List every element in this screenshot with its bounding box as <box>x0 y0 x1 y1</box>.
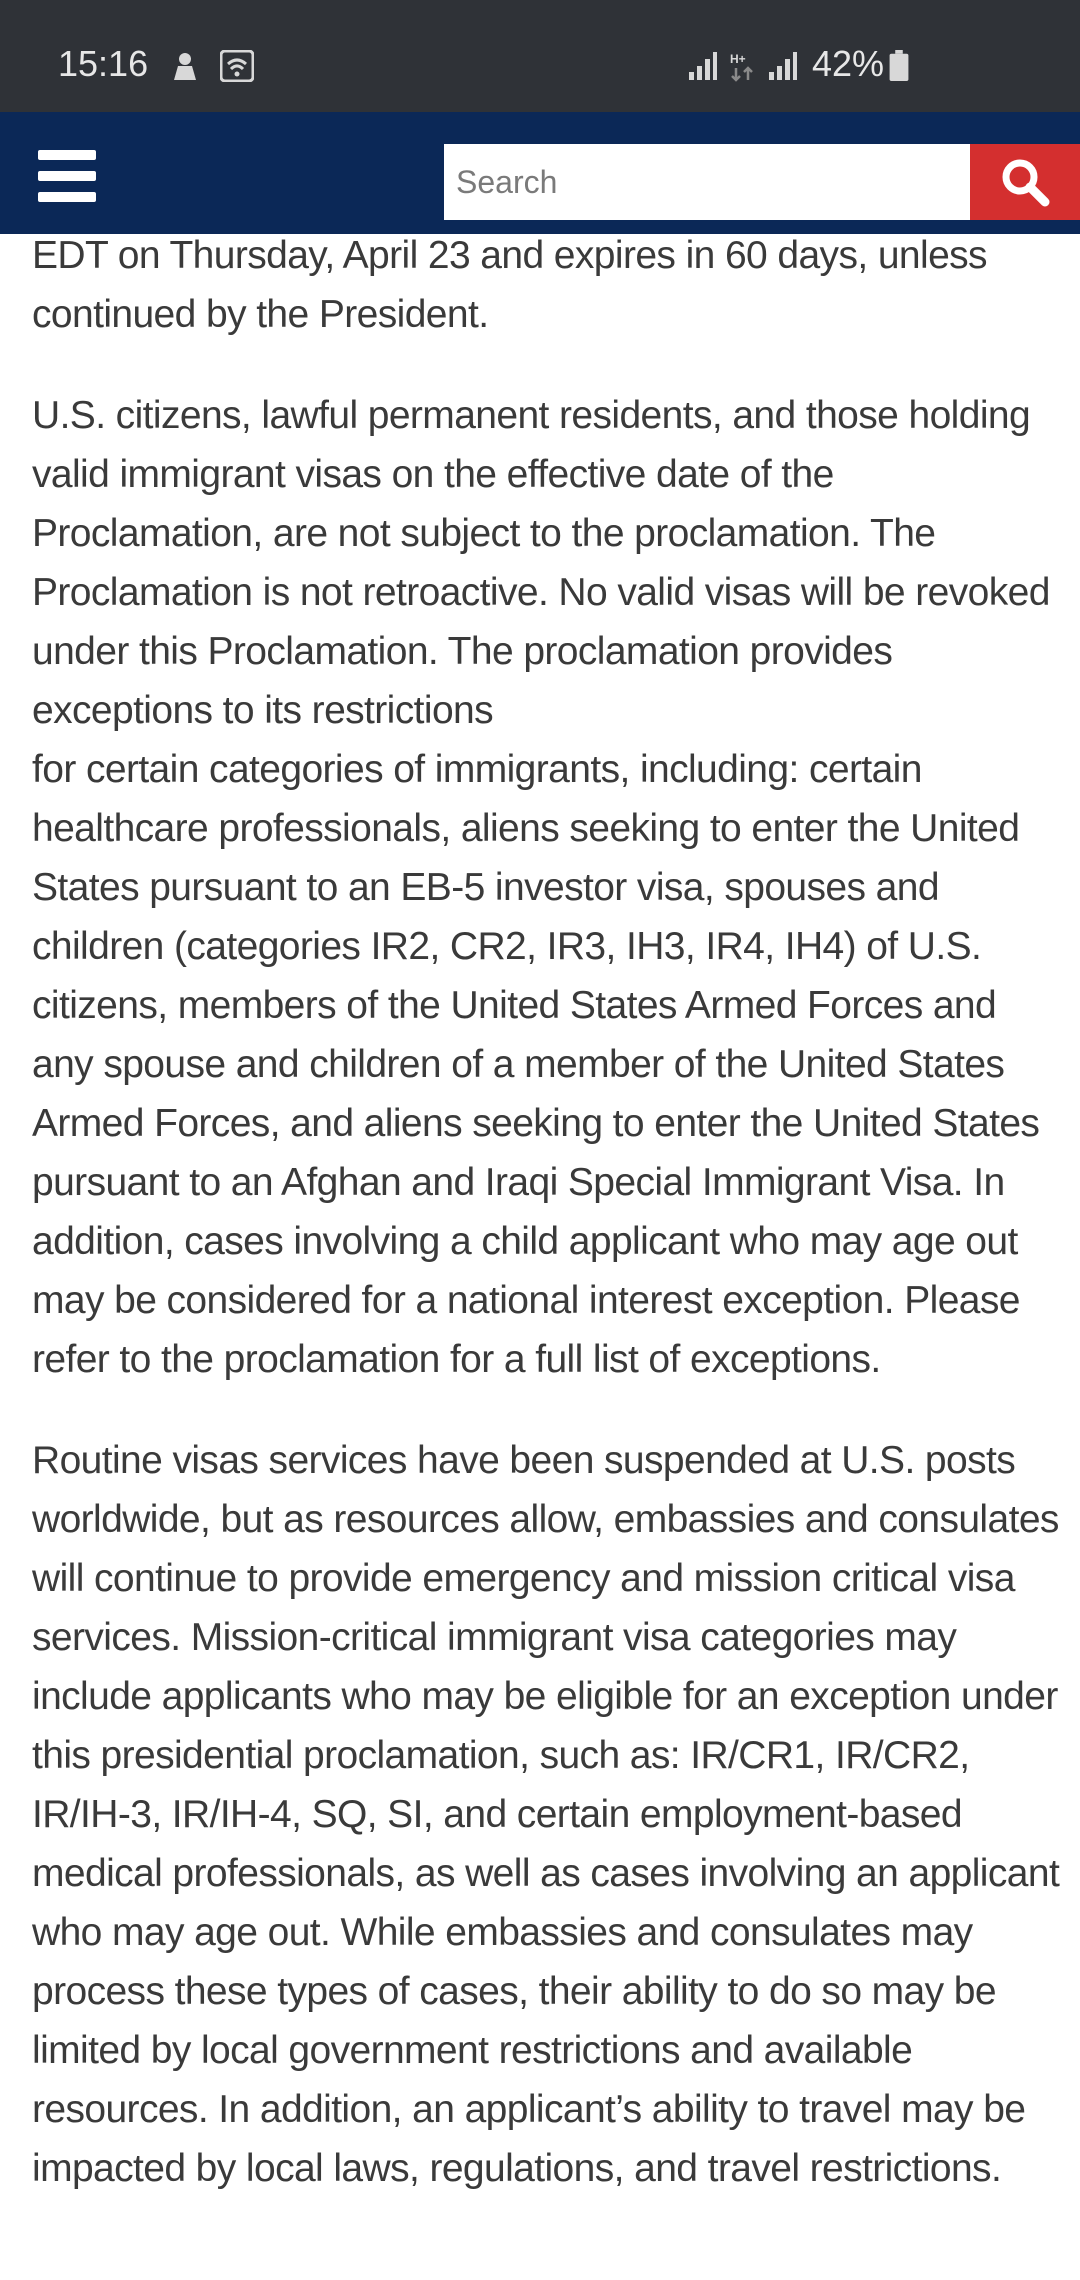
top-navbar <box>0 112 1080 234</box>
search-icon <box>998 155 1052 209</box>
article-paragraph: EDT on Thursday, April 23 and expires in 60 days, unless continued by the President. <box>32 234 987 336</box>
status-time: 15:16 <box>58 43 149 84</box>
hamburger-menu-icon[interactable] <box>38 150 96 204</box>
battery-icon <box>888 50 910 82</box>
hplus-data-icon <box>728 50 758 82</box>
signal-icon <box>768 50 798 82</box>
article-paragraph: U.S. citizens, lawful permanent residents, and those holding valid immigrant visas on the effective date of the Proclamation, are not subject to the proclamation. The Proclamation is not retroactive. No valid visas will be revoked under this Proclamation. The proclamation provides exceptions to its restrictions for certain categories of immigrants, including: certain healthcare professionals, aliens seeking to enter the United States pursuant to an EB-5 investor visa, spouses and children (categories IR2, CR2, IR3, IH3, IR4, IH4) of U.S. citizens, members of the United States Armed Forces and any spouse and children of a member of the United States Armed Forces, and aliens seeking to enter the United States pursuant to an Afghan and Iraqi Special Immigrant Visa. In addition, cases involving a child applicant who may age out may be considered for a national interest exception. Please refer to the proclamation for a full list of exceptions. <box>32 394 1050 1381</box>
article-paragraph: Routine visas services have been suspended at U.S. posts worldwide, but as resources allow, embassies and consulates will continue to provide emergency and mission critical visa services. Mission-critical immigrant visa categories may include applicants who may be eligible for an exception under this presidential proclamation, such as: IR/CR1, IR/CR2, IR/IH-3, IR/IH-4, SQ, SI, and certain employment-based medical professionals, as well as cases involving an applicant who may age out. While embassies and consulates may process these types of cases, their ability to do so may be limited by local government restrictions and available resources. In addition, an applicant’s ability to travel may be impacted by local laws, regulations, and travel restrictions. <box>32 1439 1060 2190</box>
svg-text:H+: H+ <box>730 52 746 66</box>
wifi-calling-icon <box>220 50 254 82</box>
signal-icon <box>688 50 718 82</box>
article-body <box>32 226 1060 2240</box>
search-button[interactable] <box>970 144 1080 220</box>
battery-percentage: 42% <box>812 43 885 84</box>
person-notification-icon <box>170 50 200 82</box>
search-input[interactable] <box>444 144 970 220</box>
status-bar <box>0 0 1080 112</box>
